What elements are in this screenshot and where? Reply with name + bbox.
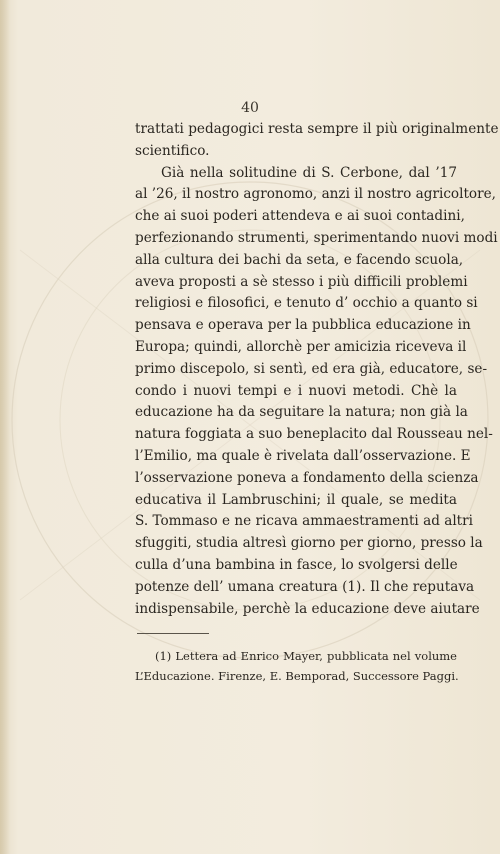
footnotes	[135, 646, 457, 686]
body-line: potenze dell’ umana creatura (1). Il che reputava	[135, 578, 475, 595]
body-line: Già nella solitudine di S. Cerbone, dal ’17	[161, 164, 457, 181]
page-gutter-shadow	[0, 0, 10, 854]
body-line: culla d’una bambina in fasce, lo svolgersi delle	[135, 556, 458, 573]
body-line: educativa il Lambruschini; il quale, se medita	[135, 491, 457, 508]
footnote-line: L’Educazione. Firenze, E. Bemporad, Successore Paggi.	[135, 669, 459, 683]
body-line: al ’26, il nostro agronomo, anzi il nostro agricoltore,	[135, 186, 496, 203]
body-line: l’Emilio, ma quale è rivelata dall’osservazione. E	[135, 447, 471, 464]
body-line: primo discepolo, si sentì, ed era già, educatore, se-	[135, 360, 488, 377]
footnote-line: (1) Lettera ad Enrico Mayer, pubblicata nel volume	[155, 649, 457, 663]
body-line: religiosi e filosofici, e tenuto d’ occhio a quanto si	[135, 295, 478, 312]
body-line: che ai suoi poderi attendeva e ai suoi contadini,	[135, 208, 465, 225]
body-line: natura foggiata a suo beneplacito dal Rousseau nel-	[135, 426, 493, 443]
body-line: indispensabile, perchè la educazione deve aiutare	[135, 600, 480, 617]
body-line: perfezionando strumenti, sperimentando nuovi modi	[135, 229, 498, 246]
body-line: trattati pedagogici resta sempre il più originalmente	[135, 121, 499, 137]
body-line: Europa; quindi, allorchè per amicizia riceveva il	[135, 338, 467, 355]
body-line: S. Tommaso e ne ricava ammaestramenti ad altri	[135, 513, 473, 530]
footnote-separator	[137, 633, 209, 634]
body-line: alla cultura dei bachi da seta, e facendo scuola,	[135, 251, 464, 268]
body-line: pensava e operava per la pubblica educazione in	[135, 317, 471, 334]
body-line: aveva proposti a sè stesso i più difficili problemi	[135, 273, 468, 290]
body-line: condo i nuovi tempi e i nuovi metodi. Chè la	[135, 382, 457, 399]
body-line: l’osservazione poneva a fondamento della scienza	[135, 469, 479, 486]
body-line: educazione ha da seguitare la natura; non già la	[135, 404, 468, 421]
body-line: sfuggiti, studia altresì giorno per giorno, presso la	[135, 535, 483, 552]
body-line: scientifico.	[135, 142, 210, 159]
body-text	[135, 119, 499, 620]
page-number: 40	[241, 100, 259, 116]
